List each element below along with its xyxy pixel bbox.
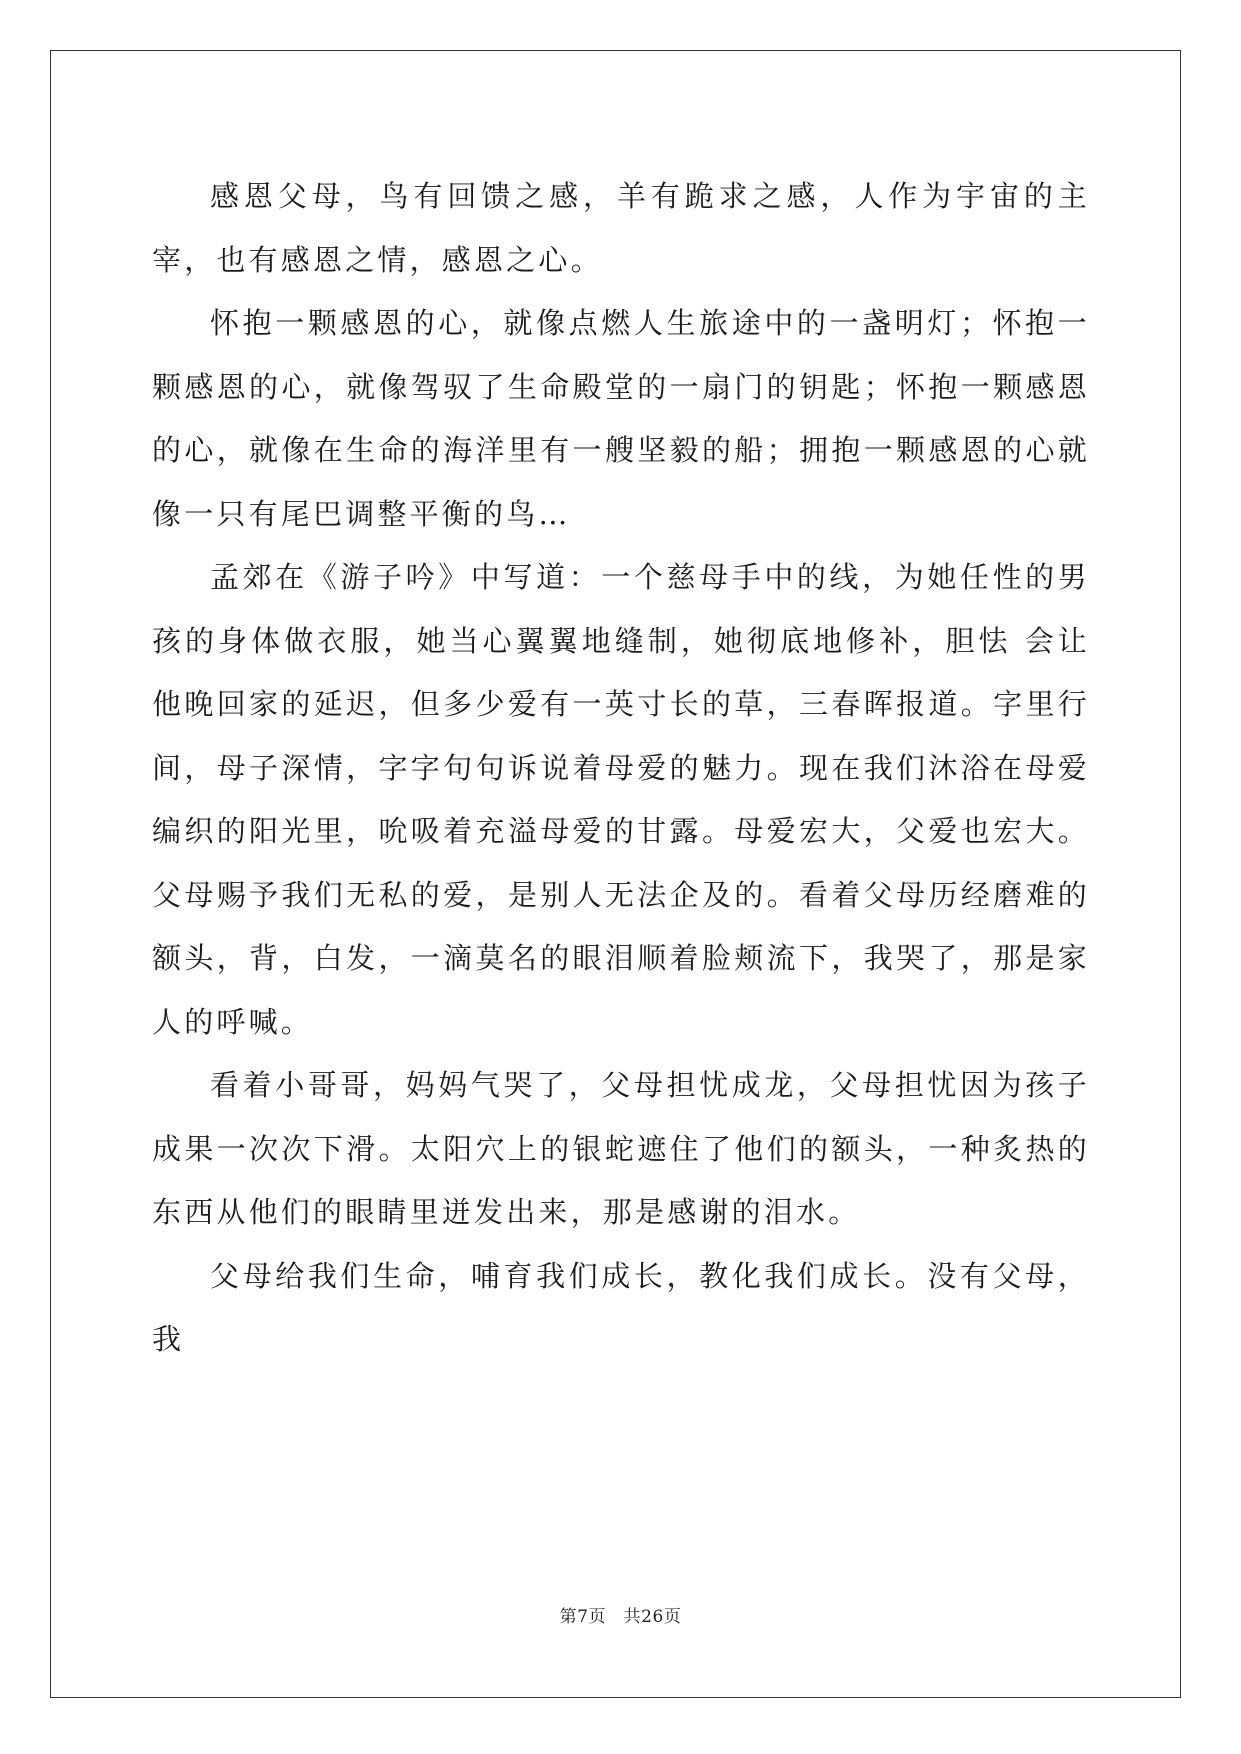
paragraph-4: 看着小哥哥，妈妈气哭了，父母担忧成龙，父母担忧因为孩子成果一次次下滑。太阳穴上的银蛇遮住了他们的额头，一种炙热的东西从他们的眼睛里迸发出来，那是感谢的泪水。 [152,1068,1090,1229]
paragraph-2: 怀抱一颗感恩的心，就像点燃人生旅途中的一盏明灯；怀抱一颗感恩的心，就像驾驭了生命殿堂的一扇门的钥匙；怀抱一颗感恩的心，就像在生命的海洋里有一艘坚毅的船；拥抱一颗感恩的心就像一只有尾巴调整平衡的鸟… [152,306,1090,531]
paragraph-3: 孟郊在《游子吟》中写道：一个慈母手中的线，为她任性的男孩的身体做衣服，她当心翼翼地缝制，她彻底地修补，胆怯 会让他晚回家的延迟，但多少爱有一英寸长的草，三春晖报道。字里行间，母子深情，字字句句诉说着母爱的魅力。现在我们沐浴在母爱编织的阳光里，吮吸着充溢母爱的甘露。母爱宏大，父爱也宏大。父母赐予我们无私的爱，是别人无法企及的。看着父母历经磨难的额头，背，白发，一滴莫名的眼泪顺着脸颊流下，我哭了，那是家人的呼喊。 [152,560,1090,1039]
paragraph-5: 父母给我们生命，哺育我们成长，教化我们成长。没有父母，我 [152,1258,1090,1356]
document-body [152,165,1090,1372]
page-footer [0,1602,1241,1627]
page-number: 第7页 共26页 [559,1607,682,1627]
paragraph-1: 感恩父母，鸟有回馈之感，羊有跪求之感，人作为宇宙的主宰，也有感恩之情，感恩之心。 [152,179,1090,277]
